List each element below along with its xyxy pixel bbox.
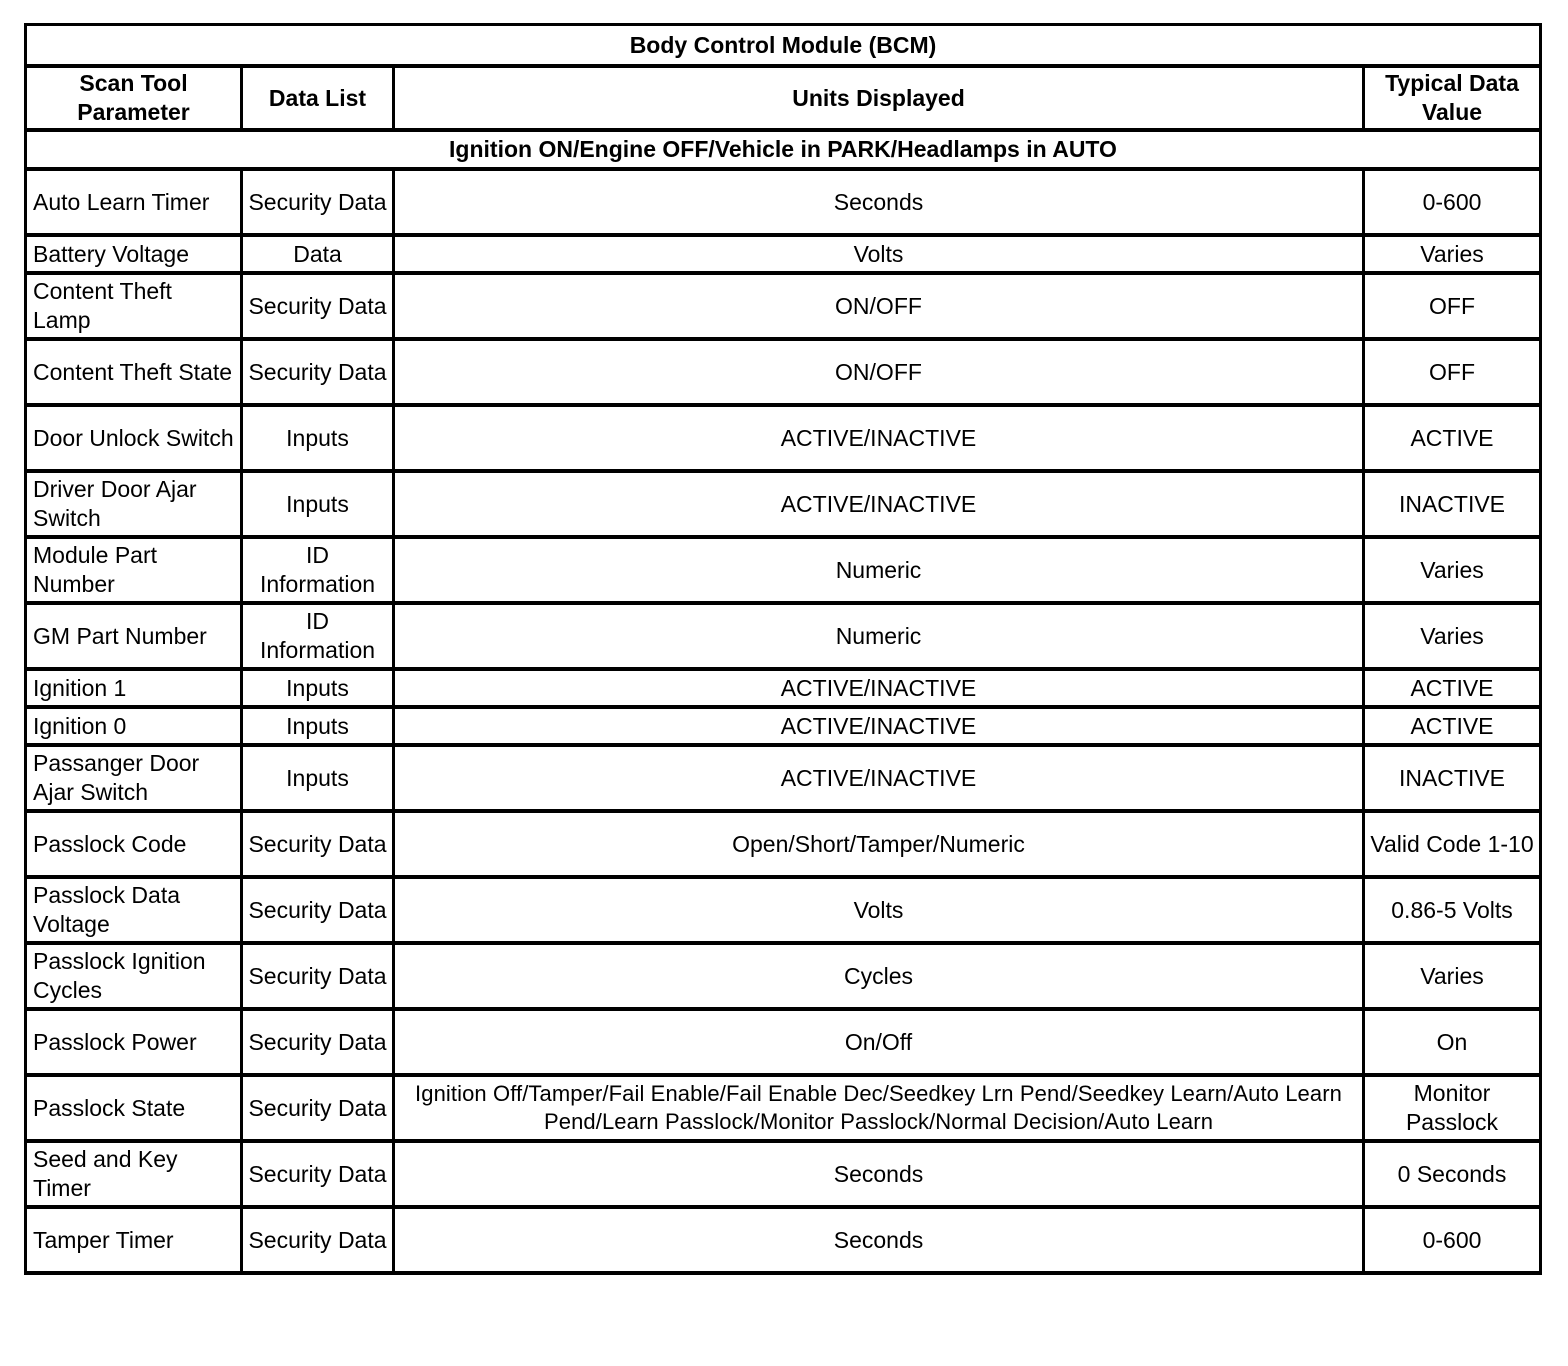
table-row — [26, 745, 1541, 811]
header-data-list: Data List — [242, 66, 394, 130]
typical-value-cell: Monitor Passlock — [1364, 1075, 1541, 1141]
units-cell: ACTIVE/INACTIVE — [394, 745, 1364, 811]
data-list-cell: Inputs — [242, 669, 394, 707]
header-typical-data-value: Typical Data Value — [1364, 66, 1541, 130]
param-cell: Seed and Key Timer — [26, 1141, 242, 1207]
data-list-cell: Security Data — [242, 1009, 394, 1075]
data-list-cell: Inputs — [242, 707, 394, 745]
typical-value-cell: OFF — [1364, 339, 1541, 405]
bcm-data-table — [24, 23, 1542, 1275]
data-list-cell: Security Data — [242, 273, 394, 339]
typical-value-cell: 0-600 — [1364, 1207, 1541, 1273]
param-cell: Passlock Ignition Cycles — [26, 943, 242, 1009]
table-row — [26, 471, 1541, 537]
table-row — [26, 811, 1541, 877]
param-cell: Content Theft State — [26, 339, 242, 405]
typical-value-cell: Valid Code 1-10 — [1364, 811, 1541, 877]
typical-value-cell: Varies — [1364, 537, 1541, 603]
param-cell: Passlock Code — [26, 811, 242, 877]
typical-value-cell: Varies — [1364, 943, 1541, 1009]
table-row — [26, 1009, 1541, 1075]
units-cell: ACTIVE/INACTIVE — [394, 405, 1364, 471]
table-row — [26, 339, 1541, 405]
typical-value-cell: OFF — [1364, 273, 1541, 339]
param-cell: Passlock State — [26, 1075, 242, 1141]
units-cell: Cycles — [394, 943, 1364, 1009]
data-list-cell: Security Data — [242, 169, 394, 235]
units-cell: ON/OFF — [394, 273, 1364, 339]
data-list-cell: ID Information — [242, 537, 394, 603]
units-cell: ACTIVE/INACTIVE — [394, 707, 1364, 745]
table-row — [26, 537, 1541, 603]
table-row — [26, 669, 1541, 707]
condition-row: Ignition ON/Engine OFF/Vehicle in PARK/Headlamps in AUTO — [26, 130, 1541, 169]
typical-value-cell: 0.86-5 Volts — [1364, 877, 1541, 943]
data-list-cell: Security Data — [242, 1075, 394, 1141]
data-list-cell: Security Data — [242, 1141, 394, 1207]
param-cell: Ignition 1 — [26, 669, 242, 707]
table-row — [26, 1075, 1541, 1141]
data-list-cell: Security Data — [242, 943, 394, 1009]
data-list-cell: Security Data — [242, 1207, 394, 1273]
typical-value-cell: INACTIVE — [1364, 471, 1541, 537]
units-cell: ON/OFF — [394, 339, 1364, 405]
units-cell: Numeric — [394, 537, 1364, 603]
typical-value-cell: ACTIVE — [1364, 405, 1541, 471]
data-list-cell: Inputs — [242, 471, 394, 537]
table-row — [26, 707, 1541, 745]
table-row — [26, 273, 1541, 339]
table-row — [26, 169, 1541, 235]
typical-value-cell: INACTIVE — [1364, 745, 1541, 811]
units-cell: Seconds — [394, 169, 1364, 235]
units-cell: Volts — [394, 877, 1364, 943]
param-cell: Auto Learn Timer — [26, 169, 242, 235]
param-cell: Module Part Number — [26, 537, 242, 603]
units-cell: Volts — [394, 235, 1364, 273]
units-cell: ACTIVE/INACTIVE — [394, 669, 1364, 707]
units-cell: Seconds — [394, 1207, 1364, 1273]
table-title: Body Control Module (BCM) — [26, 25, 1541, 67]
param-cell: Door Unlock Switch — [26, 405, 242, 471]
param-cell: GM Part Number — [26, 603, 242, 669]
param-cell: Tamper Timer — [26, 1207, 242, 1273]
table-row — [26, 603, 1541, 669]
param-cell: Ignition 0 — [26, 707, 242, 745]
data-list-cell: Inputs — [242, 745, 394, 811]
table-row — [26, 235, 1541, 273]
param-cell: Passanger Door Ajar Switch — [26, 745, 242, 811]
units-cell: Numeric — [394, 603, 1364, 669]
table-row — [26, 1141, 1541, 1207]
data-list-cell: ID Information — [242, 603, 394, 669]
table-row — [26, 877, 1541, 943]
header-scan-tool-parameter: Scan Tool Parameter — [26, 66, 242, 130]
param-cell: Passlock Data Voltage — [26, 877, 242, 943]
param-cell: Driver Door Ajar Switch — [26, 471, 242, 537]
data-list-cell: Inputs — [242, 405, 394, 471]
param-cell: Content Theft Lamp — [26, 273, 242, 339]
units-cell: On/Off — [394, 1009, 1364, 1075]
data-list-cell: Security Data — [242, 811, 394, 877]
units-cell: Seconds — [394, 1141, 1364, 1207]
table-row — [26, 1207, 1541, 1273]
typical-value-cell: 0-600 — [1364, 169, 1541, 235]
data-list-cell: Data — [242, 235, 394, 273]
param-cell: Passlock Power — [26, 1009, 242, 1075]
param-cell: Battery Voltage — [26, 235, 242, 273]
typical-value-cell: Varies — [1364, 603, 1541, 669]
data-list-cell: Security Data — [242, 339, 394, 405]
typical-value-cell: ACTIVE — [1364, 669, 1541, 707]
table-body — [26, 169, 1541, 1273]
units-cell: Open/Short/Tamper/Numeric — [394, 811, 1364, 877]
table-row — [26, 405, 1541, 471]
typical-value-cell: On — [1364, 1009, 1541, 1075]
table-row — [26, 943, 1541, 1009]
header-units-displayed: Units Displayed — [394, 66, 1364, 130]
units-cell: Ignition Off/Tamper/Fail Enable/Fail Enable Dec/Seedkey Lrn Pend/Seedkey Learn/Auto Learn Pend/Learn Passlock/Monitor Passlock/Normal Decision/Auto Learn — [394, 1075, 1364, 1141]
typical-value-cell: ACTIVE — [1364, 707, 1541, 745]
units-cell: ACTIVE/INACTIVE — [394, 471, 1364, 537]
typical-value-cell: 0 Seconds — [1364, 1141, 1541, 1207]
typical-value-cell: Varies — [1364, 235, 1541, 273]
data-list-cell: Security Data — [242, 877, 394, 943]
